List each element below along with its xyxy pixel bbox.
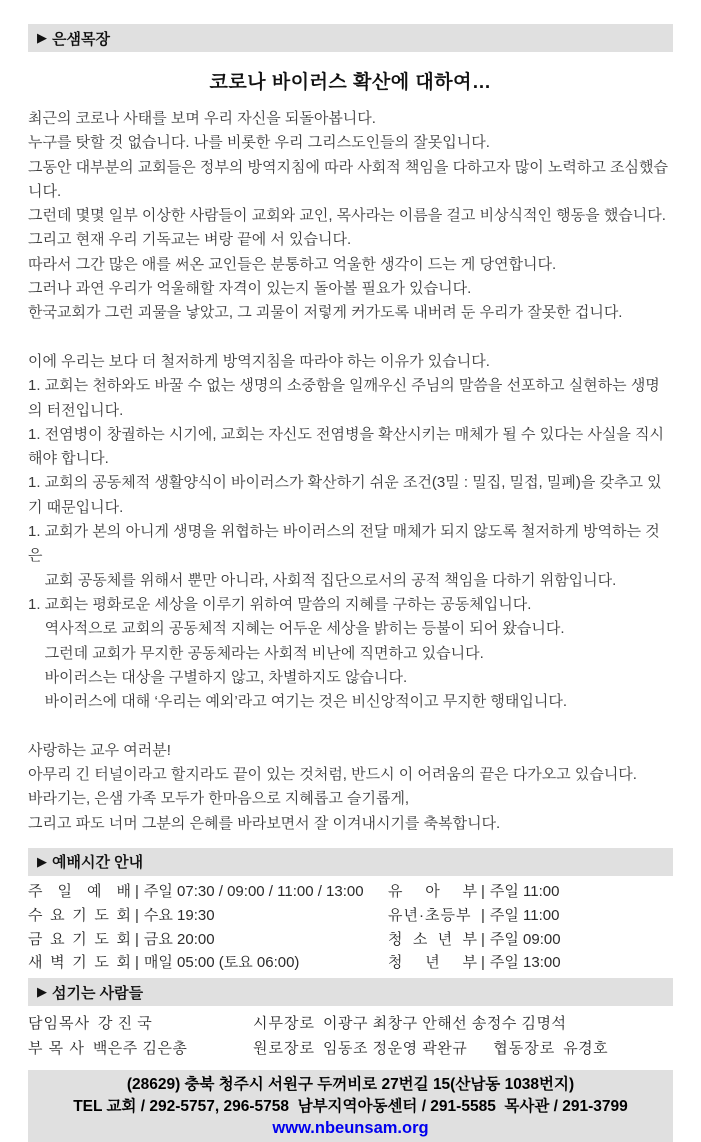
schedule-value: 수요 19:30: [143, 906, 215, 924]
article-title: 코로나 바이러스 확산에 대하여…: [209, 72, 492, 93]
schedule-label: 수 요 기 도 회: [28, 906, 132, 924]
schedule-label: 유년·초등부: [388, 906, 472, 924]
body-line: 1. 교회는 천하와도 바꿀 수 없는 생명의 소중함을 일깨우신 주님의 말씀을 선포하고 실현하는 생명의 터전입니다.: [28, 377, 660, 419]
people-role: 원로장로: [253, 1039, 315, 1057]
schedule-divider: |: [135, 954, 139, 972]
schedule-row-friday: [28, 928, 388, 952]
people-pair-serving-elders: [253, 1012, 567, 1037]
schedule-label: 청 소 년 부: [388, 930, 478, 948]
people-role: 부 목 사: [28, 1039, 85, 1057]
people-names: 이광구 최창구 안해선 송정수 김명석: [322, 1015, 567, 1033]
triangle-marker-icon: ▶: [37, 853, 47, 869]
schedule-divider: |: [135, 906, 139, 924]
people-role: 시무장로: [253, 1015, 315, 1033]
body-line: 누구를 탓할 것 없습니다. 나를 비롯한 우리 그리스도인들의 잘못입니다.: [28, 134, 490, 152]
schedule-row-infants: [388, 880, 673, 904]
people-role: 협동장로: [493, 1039, 556, 1057]
article-body: [28, 107, 673, 836]
triangle-marker-icon: ▶: [37, 984, 47, 1000]
schedule-row-wednesday: [28, 904, 388, 928]
schedule-value: 주일 11:00: [489, 882, 560, 900]
footer-address: (28629) 충북 청주시 서원구 두꺼비로 27번길 15(산남동 1038번지): [126, 1076, 575, 1094]
schedule-row-elementary: [388, 904, 673, 928]
body-line: 그런데 교회가 무지한 공동체라는 사회적 비난에 직면하고 있습니다.: [28, 644, 484, 662]
body-line: 그러나 과연 우리가 억울해할 자격이 있는지 돌아볼 필요가 있습니다.: [28, 280, 472, 298]
body-line: 한국교회가 그런 괴물을 낳았고, 그 괴물이 저렇게 커가도록 내버려 둔 우리가 잘못한 겁니다.: [28, 304, 623, 322]
triangle-marker-icon: ▶: [37, 30, 47, 45]
people-role: 담임목사: [28, 1015, 90, 1033]
people-names: 임동조 정운영 곽완규: [322, 1039, 468, 1057]
schedule-divider: |: [481, 882, 485, 900]
schedule-divider: |: [481, 906, 485, 924]
schedule-divider: |: [481, 930, 485, 948]
body-line: 1. 교회의 공동체적 생활양식이 바이러스가 확산하기 쉬운 조건(3밀 : 밀집, 밀접, 밀폐)을 갖추고 있기 때문입니다.: [28, 474, 662, 516]
schedule-row-youth: [388, 928, 673, 952]
section-title: 예배시간 안내: [52, 854, 144, 872]
people-row: [28, 1012, 673, 1037]
worship-schedule: [28, 880, 673, 975]
body-line: 바이러스는 대상을 구별하지 않고, 차별하지도 않습니다.: [28, 668, 408, 686]
people-pair-emeritus-elders: [253, 1037, 467, 1062]
schedule-value: 주일 11:00: [489, 906, 560, 924]
schedule-label: 새 벽 기 도 회: [28, 954, 132, 972]
section-header-eunsaem: [28, 24, 673, 52]
schedule-column-right: [388, 880, 673, 975]
people-pair-senior-pastor: [28, 1012, 253, 1037]
body-line: 그리고 파도 너머 그분의 은혜를 바라보면서 잘 이겨내시기를 축복합니다.: [28, 814, 501, 832]
schedule-column-left: [28, 880, 388, 975]
body-line: 따라서 그간 많은 애를 써온 교인들은 분통하고 억울한 생각이 드는 게 당연합니다.: [28, 255, 557, 273]
schedule-label: 주 일 예 배: [28, 882, 132, 900]
section-title: 섬기는 사람들: [52, 984, 144, 1002]
people-list: [28, 1012, 673, 1061]
footer: [28, 1070, 673, 1142]
body-line: 이에 우리는 보다 더 철저하게 방역지침을 따라야 하는 이유가 있습니다.: [28, 352, 490, 370]
footer-phone-numbers: TEL 교회 / 292-5757, 296-5758 남부지역아동센터 / 291-5585 목사관 / 291-3799: [73, 1097, 628, 1115]
schedule-divider: |: [135, 882, 139, 900]
schedule-value: 주일 07:30 / 09:00 / 11:00 / 13:00: [143, 882, 364, 900]
body-line: 바이러스에 대해 ‘우리는 예외’라고 여기는 것은 비신앙적이고 무지한 행태입니다.: [28, 693, 568, 711]
schedule-row-dawn: [28, 951, 388, 975]
people-row: [28, 1037, 673, 1062]
body-line: 사랑하는 교우 여러분!: [28, 741, 171, 759]
body-line: 1. 교회는 평화로운 세상을 이루기 위하여 말씀의 지혜를 구하는 공동체입니다.: [28, 595, 532, 613]
body-line: 아무리 긴 터널이라고 할지라도 끝이 있는 것처럼, 반드시 이 어려움의 끝은 다가오고 있습니다.: [28, 766, 637, 784]
schedule-label: 청 년 부: [388, 954, 478, 972]
schedule-value: 매일 05:00 (토요 06:00): [143, 954, 300, 972]
people-names: 강 진 국: [97, 1015, 153, 1033]
schedule-value: 주일 09:00: [489, 930, 561, 948]
people-names: 유경호: [563, 1039, 609, 1057]
section-header-serving-people: [28, 978, 673, 1006]
schedule-row-young-adults: [388, 951, 673, 975]
schedule-divider: |: [135, 930, 139, 948]
body-line: 최근의 코로나 사태를 보며 우리 자신을 되돌아봅니다.: [28, 110, 376, 127]
body-line: 그동안 대부분의 교회들은 정부의 방역지침에 따라 사회적 책임을 다하고자 많이 노력하고 조심했습니다.: [28, 158, 668, 200]
body-line: 바라기는, 은샘 가족 모두가 한마음으로 지혜롭고 슬기롭게,: [28, 790, 410, 808]
schedule-row-sunday: [28, 880, 388, 904]
bulletin-page: [0, 24, 701, 1138]
footer-website-link[interactable]: www.nbeunsam.org: [272, 1119, 429, 1138]
people-names: 백은주 김은총: [92, 1039, 188, 1057]
people-pair-cooperating-elder: [493, 1037, 608, 1062]
schedule-divider: |: [481, 954, 485, 972]
schedule-label: 유 아 부: [388, 882, 478, 900]
body-line: [28, 714, 673, 738]
body-line: 교회 공동체를 위해서 뿐만 아니라, 사회적 집단으로서의 공적 책임을 다하기 위함입니다.: [28, 571, 617, 589]
schedule-value: 주일 13:00: [489, 954, 561, 972]
body-line: 그런데 몇몇 일부 이상한 사람들이 교회와 교인, 목사라는 이름을 걸고 비상식적인 행동을 했습니다.: [28, 207, 666, 225]
section-title: 은샘목장: [52, 30, 110, 48]
body-line: 1. 교회가 본의 아니게 생명을 위협하는 바이러스의 전달 매체가 되지 않도록 철저하게 방역하는 것은: [28, 523, 660, 565]
body-line: 1. 전염병이 창궐하는 시기에, 교회는 자신도 전염병을 확산시키는 매체가 될 수 있다는 사실을 직시해야 합니다.: [28, 425, 664, 468]
section-header-worship-times: [28, 848, 673, 876]
body-line: 그리고 현재 우리 기독교는 벼랑 끝에 서 있습니다.: [28, 231, 352, 249]
schedule-label: 금 요 기 도 회: [28, 930, 132, 948]
body-line: [28, 326, 673, 350]
body-line: 역사적으로 교회의 공동체적 지혜는 어두운 세상을 밝히는 등불이 되어 왔습니다.: [28, 620, 565, 638]
people-pair-associate-pastors: [28, 1037, 253, 1062]
schedule-value: 금요 20:00: [143, 930, 215, 948]
